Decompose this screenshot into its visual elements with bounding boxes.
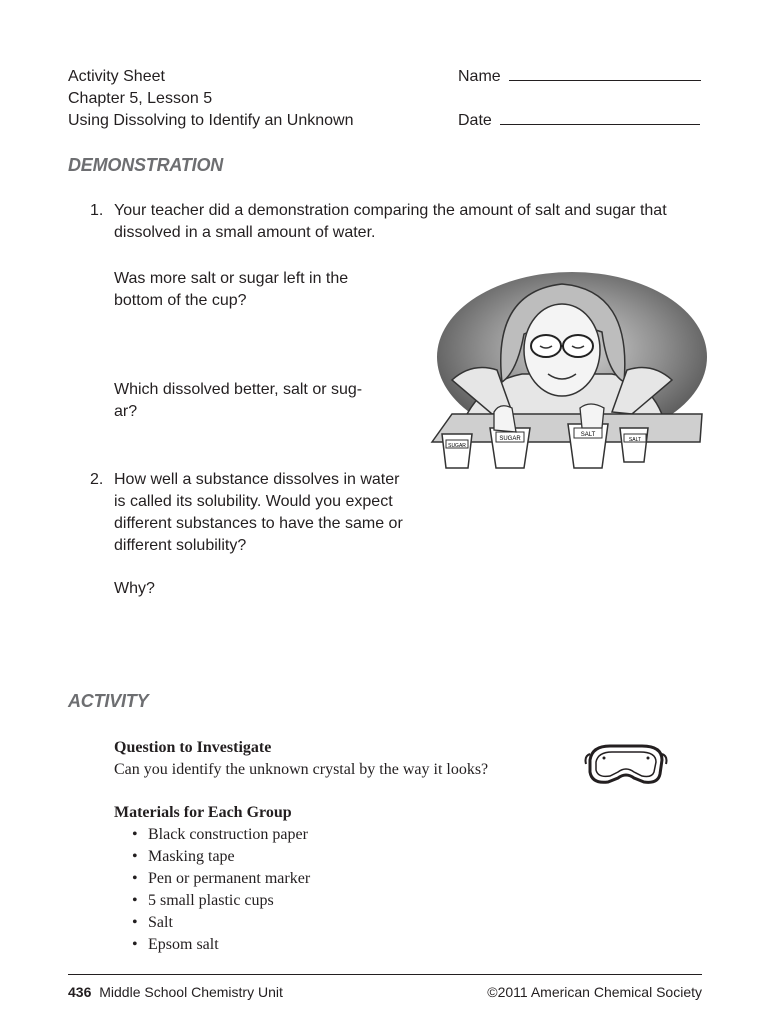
material-item: • Epsom salt	[128, 934, 514, 956]
footer-divider	[68, 974, 702, 975]
svg-text:SUGAR: SUGAR	[499, 436, 521, 442]
name-blank[interactable]	[509, 66, 701, 81]
footer-left	[68, 984, 283, 1000]
date-blank[interactable]	[500, 110, 700, 125]
material-item: • 5 small plastic cups	[128, 890, 514, 912]
teacher-right-hand	[580, 404, 604, 428]
svg-text:SALT: SALT	[580, 432, 596, 438]
header-left	[68, 66, 353, 132]
svg-text:SALT: SALT	[628, 437, 642, 443]
question-text: Can you identify the unknown crystal by the way it looks?	[114, 761, 489, 778]
footer-copyright: ©2011 American Chemical Society	[487, 984, 702, 1000]
question-1b-text: Which dissolved better, salt or sug-ar?	[114, 381, 363, 420]
chapter-lesson: Chapter 5, Lesson 5	[68, 90, 213, 107]
name-field[interactable]	[458, 66, 701, 88]
table-surface	[432, 414, 702, 442]
material-item: • Masking tape	[128, 846, 514, 868]
material-item: • Salt	[128, 912, 514, 934]
unit-name: Middle School Chemistry Unit	[99, 984, 283, 1000]
activity-heading: ACTIVITY	[68, 691, 149, 711]
teacher-demonstration-illustration	[412, 262, 712, 482]
name-label: Name	[458, 68, 501, 85]
cup-sugar-large	[490, 428, 530, 468]
question-2-number: 2.	[90, 471, 104, 488]
materials-heading: Materials for Each Group	[114, 804, 292, 821]
sheet-type: Activity Sheet	[68, 68, 165, 85]
question-1-number: 1.	[90, 202, 104, 219]
svg-text:SUGAR: SUGAR	[448, 443, 466, 449]
question-1-text: Your teacher did a demonstration comparing the amount of salt and sugar that dissolved in a small amount of water.	[114, 202, 667, 241]
question-2-why: Why?	[114, 580, 155, 597]
page-number: 436	[68, 984, 92, 1000]
cup-salt-small	[620, 428, 648, 462]
teacher-left-hand	[494, 406, 516, 432]
material-item: • Black construction paper	[128, 824, 514, 846]
date-field[interactable]	[458, 110, 700, 132]
question-2-text: How well a substance dissolves in water is called its solubility. Would you expect different substances to have the same or different solubility?	[114, 471, 403, 554]
materials-section	[114, 802, 514, 956]
question-heading: Question to Investigate	[114, 739, 272, 756]
cup-sugar-small	[442, 434, 472, 468]
lesson-title: Using Dissolving to Identify an Unknown	[68, 112, 354, 129]
date-label: Date	[458, 112, 492, 129]
question-to-investigate	[114, 737, 534, 781]
materials-list	[128, 824, 514, 956]
question-1a-text: Was more salt or sugar left in the bottom of the cup?	[114, 270, 349, 309]
demonstration-heading: DEMONSTRATION	[68, 155, 224, 175]
material-item: • Pen or permanent marker	[128, 868, 514, 890]
safety-goggles-icon	[584, 738, 668, 790]
cup-salt-large	[568, 424, 608, 468]
